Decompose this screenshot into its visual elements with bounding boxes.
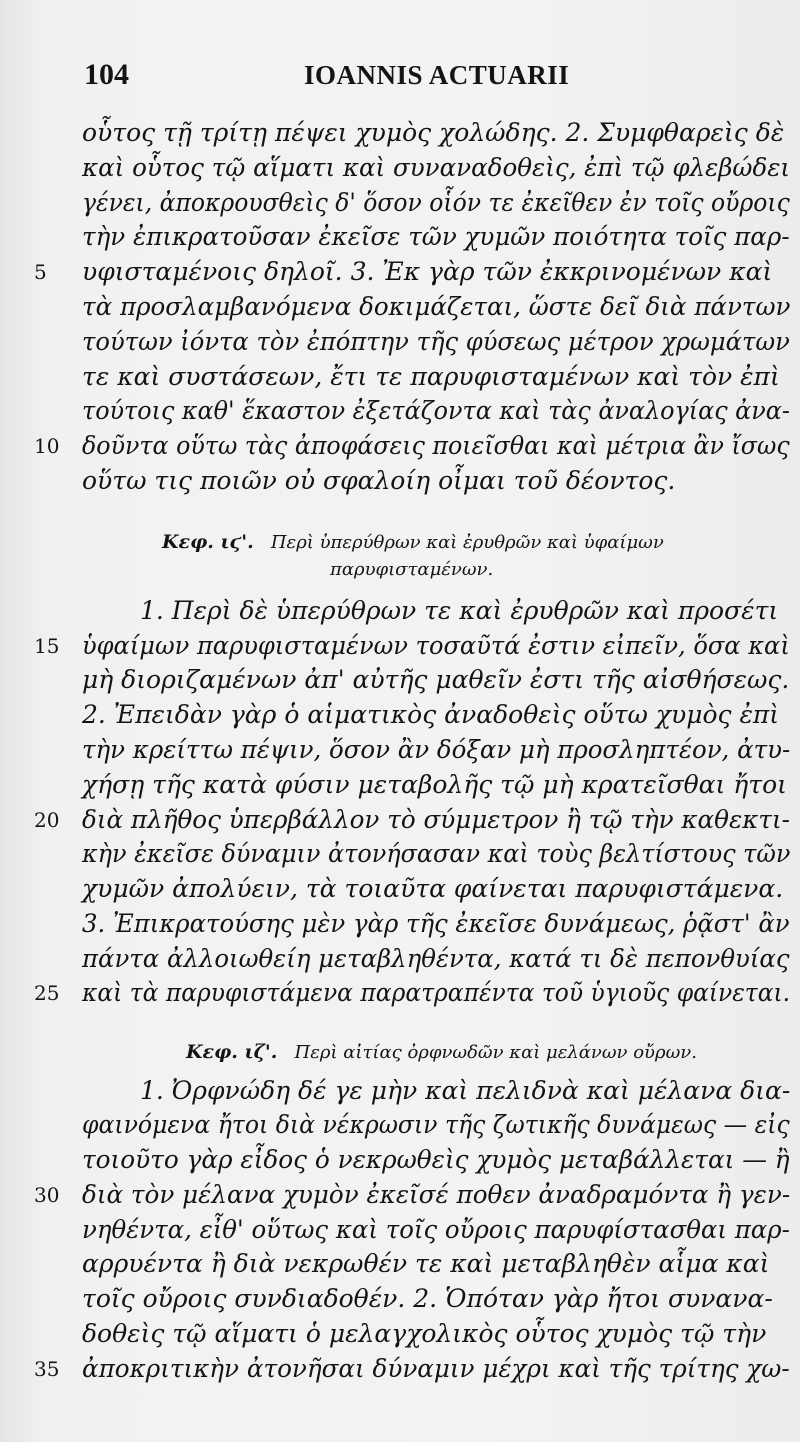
text-line: αρρυέντα ἢ διὰ νεκρωθέν τε καὶ μεταβληθὲν αἷμα καὶ bbox=[82, 1249, 770, 1278]
text-line: τε καὶ συστάσεων, ἔτι τε παρυφισταμένων καὶ τὸν ἐπὶ bbox=[82, 362, 780, 391]
text-line: τοῖς οὔροις συνδιαδοθέν. 2. Ὁπόταν γὰρ ἤτοι συνανα- bbox=[82, 1284, 773, 1313]
text-line: ἀποκριτικὴν ἀτονῆσαι δύναμιν μέχρι καὶ τῆς τρίτης χω- bbox=[82, 1354, 790, 1383]
text-line: 1. Περὶ δὲ ὑπερύθρων τε καὶ ἐρυθρῶν καὶ προσέτι bbox=[140, 596, 779, 625]
line-number: 35 bbox=[34, 1357, 60, 1381]
chapter-label: Κεφ. ιζ'. bbox=[186, 1041, 278, 1063]
text-line: διὰ τὸν μέλανα χυμὸν ἐκεῖσέ ποθεν ἀναδραμόντα ἢ γεν- bbox=[82, 1180, 791, 1209]
text-line: καὶ τὰ παρυφιστάμενα παρατραπέντα τοῦ ὑγιοῦς φαίνεται. bbox=[82, 978, 791, 1007]
text-line: χυμῶν ἀπολύειν, τὰ τοιαῦτα φαίνεται παρυφιστάμενα. bbox=[82, 874, 784, 903]
text-line: καὶ οὗτος τῷ αἵματι καὶ συναναδοθεὶς, ἐπὶ τῷ φλεβώδει bbox=[82, 153, 791, 182]
text-line: νηθέντα, εἶθ' οὕτως καὶ τοῖς οὔροις παρυφίστασθαι παρ- bbox=[82, 1215, 790, 1244]
text-line: δοθεὶς τῷ αἵματι ὁ μελαγχολικὸς οὗτος χυμὸς τῷ τὴν bbox=[82, 1319, 767, 1348]
running-title: IOANNIS ACTUARII bbox=[304, 60, 570, 90]
text-line: οὗτος τῇ τρίτῃ πέψει χυμὸς χολώδης. 2. Συμφθαρεὶς δὲ bbox=[82, 118, 785, 147]
text-line: δοῦντα οὕτω τὰς ἀποφάσεις ποιεῖσθαι καὶ μέτρια ἂν ἴσως bbox=[82, 431, 790, 460]
text-line: τοιοῦτο γὰρ εἶδος ὁ νεκρωθεὶς χυμὸς μεταβάλλεται — ἢ bbox=[82, 1145, 790, 1174]
text-line: κὴν ἐκεῖσε δύναμιν ἀτονήσασαν καὶ τοὺς βελτίστους τῶν bbox=[82, 839, 791, 868]
text-line: πάντα ἀλλοιωθείη μεταβληθέντα, κατά τι δὲ πεπονθυίας bbox=[82, 944, 790, 973]
line-number: 30 bbox=[34, 1183, 60, 1207]
line-number: 5 bbox=[34, 260, 47, 284]
chapter-title: Περὶ ὑπερύθρων καὶ ἐρυθρῶν καὶ ὑφαίμων bbox=[270, 532, 664, 553]
line-number: 15 bbox=[34, 634, 60, 658]
chapter-title-continued: παρυφισταμένων. bbox=[330, 559, 494, 580]
text-line: διὰ πλῆθος ὑπερβάλλον τὸ σύμμετρον ἢ τῷ τὴν καθεκτι- bbox=[82, 805, 790, 834]
chapter-label: Κεφ. ιϛ'. bbox=[162, 531, 254, 553]
text-line: μὴ διοριζαμένων ἀπ' αὐτῆς μαθεῖν ἐστι τῆς αἰσθήσεως. bbox=[82, 665, 790, 694]
text-line: 2. Ἐπειδὰν γὰρ ὁ αἱματικὸς ἀναδοθεὶς οὕτω χυμὸς ἐπὶ bbox=[82, 700, 780, 729]
chapter-heading bbox=[186, 1040, 697, 1065]
text-line: τὰ προσλαμβανόμενα δοκιμάζεται, ὥστε δεῖ διὰ πάντων bbox=[82, 292, 791, 321]
text-line: τὴν κρείττω πέψιν, ὅσον ἂν δόξαν μὴ προσληπτέον, ἀτυ- bbox=[82, 735, 791, 764]
text-line: ὑφαίμων παρυφισταμένων τοσαῦτά ἐστιν εἰπεῖν, ὅσα καὶ bbox=[82, 631, 790, 660]
page-number: 104 bbox=[84, 58, 129, 91]
text-line: 3. Ἐπικρατούσης μὲν γὰρ τῆς ἐκεῖσε δυνάμεως, ῥᾷστ' ἂν bbox=[82, 909, 790, 938]
text-line: τούτων ἰόντα τὸν ἐπόπτην τῆς φύσεως μέτρον χρωμάτων bbox=[82, 327, 790, 356]
line-number: 10 bbox=[34, 434, 60, 458]
page-header bbox=[78, 52, 778, 96]
text-line: οὕτω τις ποιῶν οὐ σφαλοίη οἶμαι τοῦ δέοντος. bbox=[82, 466, 676, 495]
text-line: 1. Ὀρφνώδη δέ γε μὴν καὶ πελιδνὰ καὶ μέλανα δια- bbox=[140, 1076, 791, 1105]
text-line: τούτοις καθ' ἕκαστον ἐξετάζοντα καὶ τὰς ἀναλογίας ἀνα- bbox=[82, 396, 790, 425]
chapter-title: Περὶ αἰτίας ὀρφνωδῶν καὶ μελάνων οὔρων. bbox=[294, 1042, 697, 1063]
text-line: τὴν ἐπικρατοῦσαν ἐκεῖσε τῶν χυμῶν ποιότητα τοῖς παρ- bbox=[82, 222, 790, 251]
text-line: φαινόμενα ἤτοι διὰ νέκρωσιν τῆς ζωτικῆς δυνάμεως — εἰς bbox=[82, 1110, 790, 1139]
text-line: υφισταμένοις δηλοῖ. 3. Ἐκ γὰρ τῶν ἐκκρινομένων καὶ bbox=[82, 257, 773, 286]
text-line: γένει, ἀποκρουσθεὶς δ' ὅσον οἷόν τε ἐκεῖθεν ἐν τοῖς οὔροις bbox=[82, 188, 790, 217]
chapter-heading bbox=[162, 530, 664, 555]
line-number: 20 bbox=[34, 808, 60, 832]
line-number: 25 bbox=[34, 981, 60, 1005]
text-line: χήσῃ τῆς κατὰ φύσιν μεταβολῆς τῷ μὴ κρατεῖσθαι ἤτοι bbox=[82, 770, 787, 799]
